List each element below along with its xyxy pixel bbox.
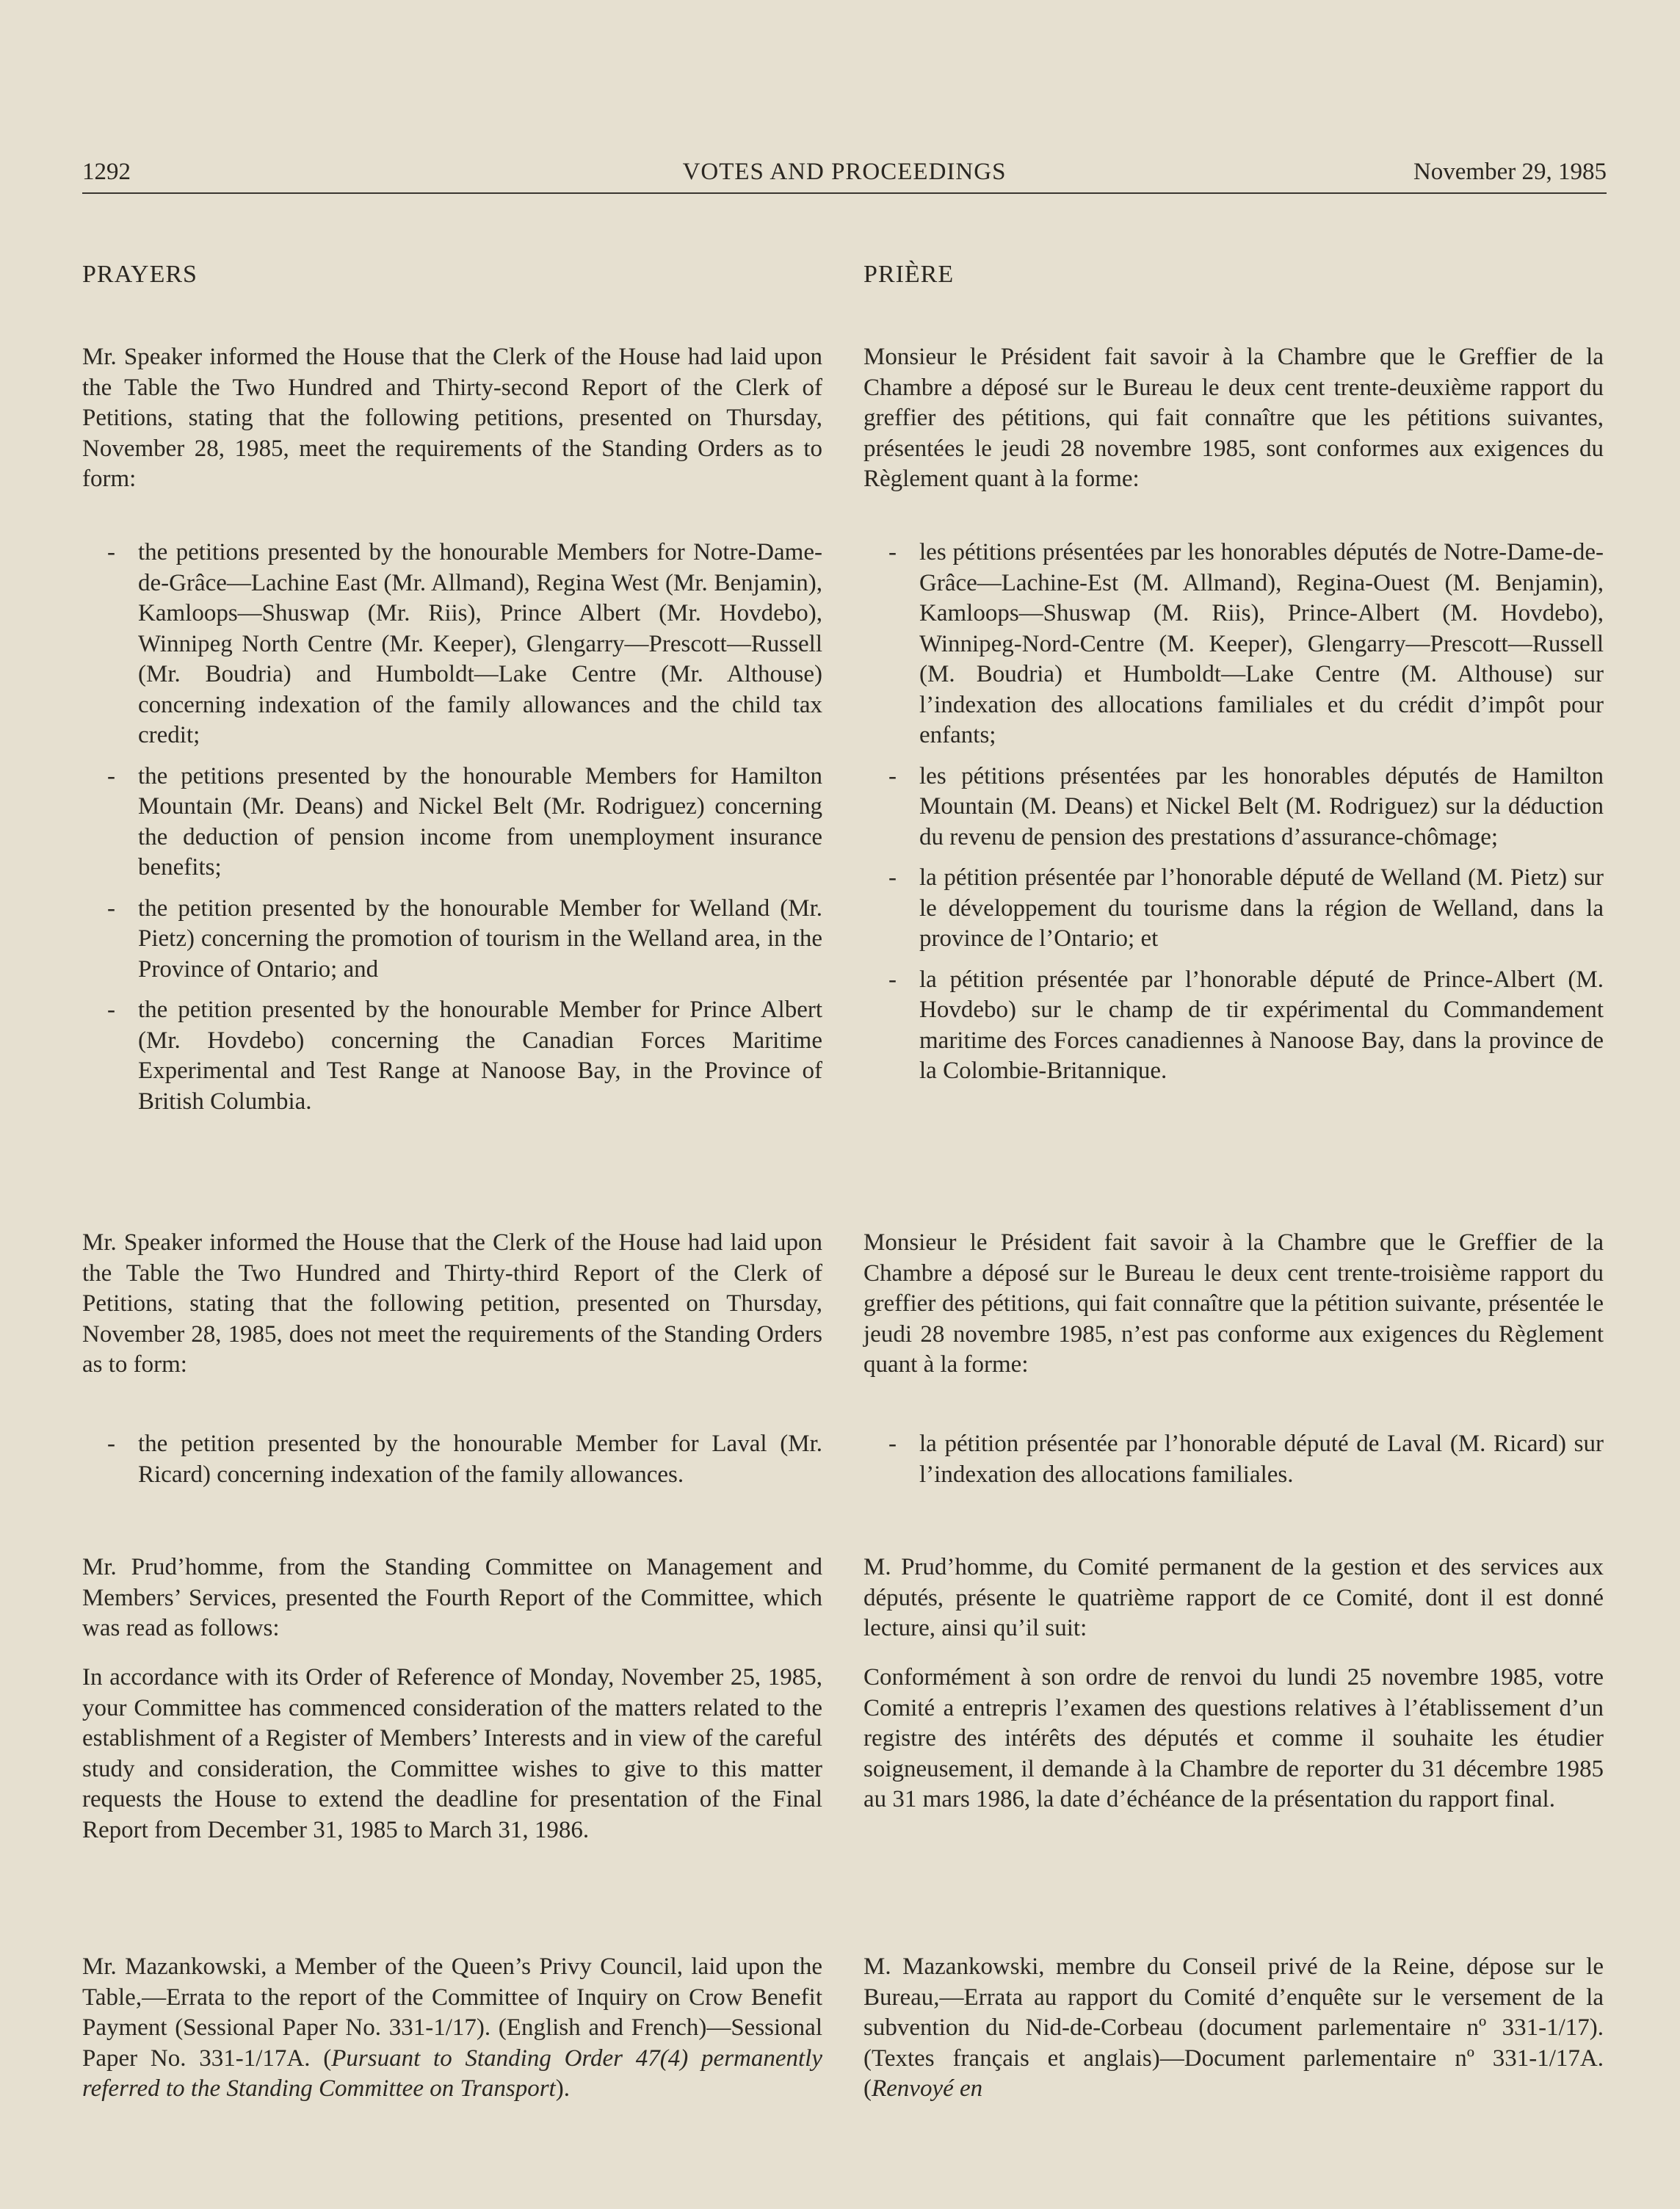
list-item: - the petition presented by the honourable Member for Welland (Mr. Pietz) concerning the promotion of tourism in the Welland area, in the Province of Ontario; and bbox=[107, 894, 822, 983]
petitions-report-233-paragraph-fr: Monsieur le Président fait savoir à la Chambre que le Greffier de la Chambre a déposé sur le Bureau le deux cent trente-troisième rapport du greffier des pétitions, qui fait connaître que la pétition suivante, présentée le jeudi 28 novembre 1985, n’est pas conforme aux exigences du Règlement quant à la forme: bbox=[863, 1229, 1604, 1378]
errata-tabling-paragraph-fr: M. Mazankowski, membre du Conseil privé de la Reine, dépose sur le Bureau,—Errata au rapport du Comité d’enquête sur le versement de la subvention du Nid-de-Corbeau (document parlementaire nº 331-1/17). (Textes français et anglais)—Document parlementaire nº 331-1/17A. (Renvoyé en bbox=[863, 1953, 1604, 2102]
committee-report-paragraph: Mr. Prud’homme, from the Standing Committee on Management and Members’ Services, presented the Fourth Report of the Committee, which was read as follows: bbox=[82, 1554, 822, 1641]
petitions-report-233-paragraph: Mr. Speaker informed the House that the Clerk of the House had laid upon the Table the Two Hundred and Thirty-third Report of the Clerk of Petitions, stating that the following petition, presented on Thursday, November 28, 1985, does not meet the requirements of the Standing Orders as to form: bbox=[82, 1229, 822, 1378]
petitions-report-232-paragraph: Mr. Speaker informed the House that the Clerk of the House had laid upon the Table the Two Hundred and Thirty-second Report of the Clerk of Petitions, stating that the following petitions, presented on Thursday, November 28, 1985, meet the requirements of the Standing Orders as to form: bbox=[82, 344, 822, 492]
petitions-not-meeting-requirements-list-fr bbox=[863, 1429, 1604, 1490]
committee-report-text-fr: Conformément à son ordre de renvoi du lundi 25 novembre 1985, votre Comité a entrepris l’examen des questions relatives à l’établissement d’un registre des intérêts des députés et comme il souhaite les étudier soigneusement, il demande à la Chambre de reporter du 31 décembre 1985 au 31 mars 1986, la date d’échéance de la présentation du rapport final. bbox=[863, 1664, 1604, 1812]
list-item: - la pétition présentée par l’honorable député de Prince-Albert (M. Hovdebo) sur le champ de tir expérimental du Commandement maritime des Forces canadiennes à Nanoose Bay, dans la province de la Colombie-Britannique. bbox=[888, 966, 1604, 1084]
list-item: - les pétitions présentées par les honorables députés de Hamilton Mountain (M. Deans) et Nickel Belt (M. Rodriguez) sur la déduction du revenu de pension des prestations d’assurance-chômage; bbox=[888, 762, 1604, 850]
petitions-report-232-paragraph-fr: Monsieur le Président fait savoir à la Chambre que le Greffier de la Chambre a déposé sur le Bureau le deux cent trente-deuxième rapport du greffier des pétitions, qui fait connaître que les pétitions suivantes, présentées le jeudi 28 novembre 1985, sont conformes aux exigences du Règlement quant à la forme: bbox=[863, 344, 1604, 492]
petitions-not-meeting-requirements-list bbox=[82, 1429, 822, 1490]
page-number: 1292 bbox=[82, 159, 131, 185]
committee-report-text: In accordance with its Order of Reference of Monday, November 25, 1985, your Committee has commenced consideration of the matters related to the establishment of a Register of Members’ Interests and in view of the careful study and consideration, the Committee wishes to give to this matter requests the House to extend the deadline for presentation of the Final Report from December 31, 1985 to March 31, 1986. bbox=[82, 1664, 822, 1843]
list-item: - the petitions presented by the honourable Members for Hamilton Mountain (Mr. Deans) and Nickel Belt (Mr. Rodriguez) concerning the deduction of pension income from unemployment insurance benefits; bbox=[107, 762, 822, 881]
sitting-date: November 29, 1985 bbox=[1413, 159, 1607, 185]
running-header bbox=[82, 156, 1607, 194]
list-item: - la pétition présentée par l’honorable député de Laval (M. Ricard) sur l’indexation des allocations familiales. bbox=[888, 1431, 1604, 1488]
petitions-meeting-requirements-list-fr bbox=[863, 538, 1604, 1087]
errata-tabling-paragraph: Mr. Mazankowski, a Member of the Queen’s Privy Council, laid upon the Table,—Errata to the report of the Committee of Inquiry on Crow Benefit Payment (Sessional Paper No. 331-1/17). (English and French)—Sessional Paper No. 331-1/17A. (Pursuant to Standing Order 47(4) permanently referred to the Standing Committee on Transport). bbox=[82, 1953, 822, 2102]
petitions-meeting-requirements-list bbox=[82, 538, 822, 1117]
section-title-prayers: PRAYERS bbox=[82, 261, 198, 288]
list-item: - the petition presented by the honourable Member for Prince Albert (Mr. Hovdebo) concerning the Canadian Forces Maritime Experimental and Test Range at Nanoose Bay, in the Province of British Columbia. bbox=[107, 997, 822, 1115]
journal-title: VOTES AND PROCEEDINGS bbox=[682, 159, 1007, 185]
list-item: - les pétitions présentées par les honorables députés de Notre-Dame-de-Grâce—Lachine-Est (M. Allmand), Regina-Ouest (M. Benjamin), Kamloops—Shuswap (M. Riis), Prince-Albert (M. Hovdebo), Winnipeg-Nord-Centre (M. Keeper), Glengarry—Prescott—Russell (M. Boudria) et Humboldt—Lake Centre (M. Althouse) sur l’indexation des allocations familiales et du crédit d’impôt pour enfants; bbox=[888, 539, 1604, 748]
list-item: - la pétition présentée par l’honorable député de Welland (M. Pietz) sur le développement du tourisme dans la région de Welland, dans la province de l’Ontario; et bbox=[888, 864, 1604, 952]
list-item: - the petitions presented by the honourable Members for Notre-Dame-de-Grâce—Lachine East (Mr. Allmand), Regina West (Mr. Benjamin), Kamloops—Shuswap (Mr. Riis), Prince Albert (Mr. Hovdebo), Winnipeg North Centre (Mr. Keeper), Glengarry—Prescott—Russell (Mr. Boudria) and Humboldt—Lake Centre (Mr. Althouse) concerning indexation of the family allowances and the child tax credit; bbox=[107, 539, 822, 748]
list-item: - the petition presented by the honourable Member for Laval (Mr. Ricard) concerning indexation of the family allowances. bbox=[107, 1431, 822, 1488]
committee-report-paragraph-fr: M. Prud’homme, du Comité permanent de la gestion et des services aux députés, présente le quatrième rapport de ce Comité, dont il est donné lecture, ainsi qu’il suit: bbox=[863, 1554, 1604, 1641]
section-title-priere: PRIÈRE bbox=[863, 261, 955, 288]
